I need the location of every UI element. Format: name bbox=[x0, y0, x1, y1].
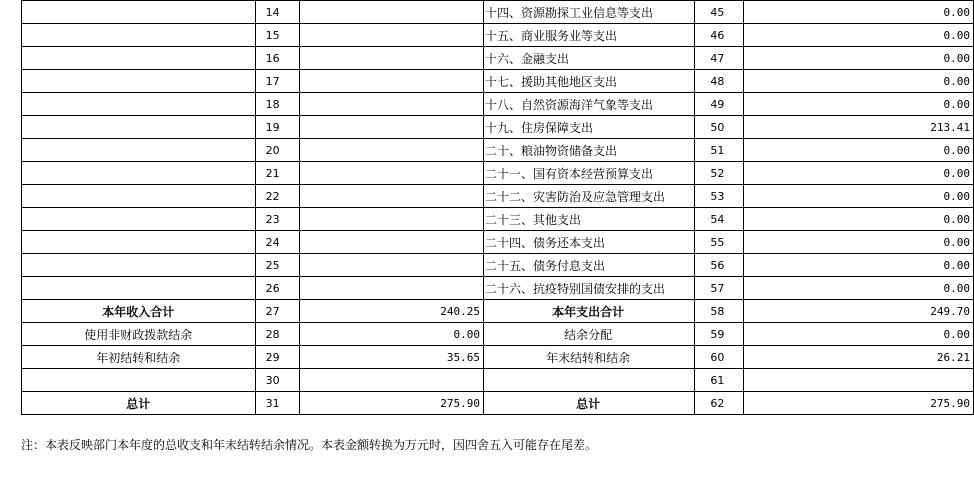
right-item-label: 二十一、国有资本经营预算支出 bbox=[484, 162, 695, 185]
right-amount: 0.00 bbox=[744, 47, 974, 70]
right-row-number: 60 bbox=[695, 346, 744, 369]
table-row bbox=[22, 369, 974, 392]
left-row-number: 19 bbox=[255, 116, 299, 139]
right-row-number: 61 bbox=[695, 369, 744, 392]
left-row-number: 30 bbox=[255, 369, 299, 392]
right-amount: 0.00 bbox=[744, 139, 974, 162]
left-amount bbox=[299, 162, 483, 185]
income-expense-table bbox=[21, 0, 974, 415]
right-amount: 275.90 bbox=[744, 392, 974, 415]
right-item-label: 十七、援助其他地区支出 bbox=[484, 70, 695, 93]
right-amount: 0.00 bbox=[744, 254, 974, 277]
table-row bbox=[22, 47, 974, 70]
left-amount bbox=[299, 116, 483, 139]
left-item-label: 使用非财政拨款结余 bbox=[22, 323, 256, 346]
right-amount: 0.00 bbox=[744, 24, 974, 47]
table-row bbox=[22, 185, 974, 208]
left-row-number: 28 bbox=[255, 323, 299, 346]
right-amount: 213.41 bbox=[744, 116, 974, 139]
table-row bbox=[22, 392, 974, 415]
right-item-label: 二十六、抗疫特别国债安排的支出 bbox=[484, 277, 695, 300]
left-amount bbox=[299, 277, 483, 300]
right-amount: 0.00 bbox=[744, 277, 974, 300]
left-amount: 240.25 bbox=[299, 300, 483, 323]
right-item-label: 二十二、灾害防治及应急管理支出 bbox=[484, 185, 695, 208]
table-row bbox=[22, 70, 974, 93]
left-item-label bbox=[22, 369, 256, 392]
table-row bbox=[22, 346, 974, 369]
left-item-label bbox=[22, 70, 256, 93]
right-amount: 26.21 bbox=[744, 346, 974, 369]
right-row-number: 49 bbox=[695, 93, 744, 116]
right-item-label: 年末结转和结余 bbox=[484, 346, 695, 369]
right-row-number: 50 bbox=[695, 116, 744, 139]
right-row-number: 58 bbox=[695, 300, 744, 323]
table-footnote: 注：本表反映部门本年度的总收支和年末结转结余情况。本表金额转换为万元时，因四舍五入可能存在尾差。 bbox=[21, 438, 598, 452]
left-row-number: 16 bbox=[255, 47, 299, 70]
left-item-label bbox=[22, 24, 256, 47]
right-item-label: 二十四、债务还本支出 bbox=[484, 231, 695, 254]
left-row-number: 15 bbox=[255, 24, 299, 47]
right-amount: 0.00 bbox=[744, 1, 974, 24]
left-amount bbox=[299, 231, 483, 254]
right-row-number: 51 bbox=[695, 139, 744, 162]
right-row-number: 45 bbox=[695, 1, 744, 24]
right-row-number: 54 bbox=[695, 208, 744, 231]
left-amount bbox=[299, 1, 483, 24]
table-row bbox=[22, 139, 974, 162]
left-item-label bbox=[22, 185, 256, 208]
left-amount bbox=[299, 185, 483, 208]
left-item-label bbox=[22, 208, 256, 231]
right-amount: 0.00 bbox=[744, 93, 974, 116]
right-item-label bbox=[484, 369, 695, 392]
right-row-number: 57 bbox=[695, 277, 744, 300]
right-amount: 0.00 bbox=[744, 231, 974, 254]
right-row-number: 53 bbox=[695, 185, 744, 208]
right-item-label: 结余分配 bbox=[484, 323, 695, 346]
right-item-label: 本年支出合计 bbox=[484, 300, 695, 323]
left-item-label bbox=[22, 1, 256, 24]
left-amount: 0.00 bbox=[299, 323, 483, 346]
left-item-label bbox=[22, 277, 256, 300]
left-row-number: 18 bbox=[255, 93, 299, 116]
table-row bbox=[22, 323, 974, 346]
left-row-number: 14 bbox=[255, 1, 299, 24]
right-amount: 0.00 bbox=[744, 162, 974, 185]
left-item-label bbox=[22, 231, 256, 254]
left-item-label: 本年收入合计 bbox=[22, 300, 256, 323]
table-row bbox=[22, 93, 974, 116]
left-item-label bbox=[22, 116, 256, 139]
right-item-label: 总计 bbox=[484, 392, 695, 415]
right-row-number: 55 bbox=[695, 231, 744, 254]
right-item-label: 十九、住房保障支出 bbox=[484, 116, 695, 139]
right-amount: 0.00 bbox=[744, 208, 974, 231]
left-item-label bbox=[22, 162, 256, 185]
right-item-label: 十五、商业服务业等支出 bbox=[484, 24, 695, 47]
right-amount bbox=[744, 369, 974, 392]
right-row-number: 56 bbox=[695, 254, 744, 277]
left-amount bbox=[299, 139, 483, 162]
left-row-number: 31 bbox=[255, 392, 299, 415]
right-row-number: 62 bbox=[695, 392, 744, 415]
table-row bbox=[22, 231, 974, 254]
right-item-label: 二十、粮油物资储备支出 bbox=[484, 139, 695, 162]
left-row-number: 26 bbox=[255, 277, 299, 300]
right-row-number: 46 bbox=[695, 24, 744, 47]
right-amount: 0.00 bbox=[744, 323, 974, 346]
left-row-number: 23 bbox=[255, 208, 299, 231]
right-item-label: 二十五、债务付息支出 bbox=[484, 254, 695, 277]
left-row-number: 25 bbox=[255, 254, 299, 277]
left-row-number: 17 bbox=[255, 70, 299, 93]
left-amount bbox=[299, 70, 483, 93]
left-row-number: 27 bbox=[255, 300, 299, 323]
table-row bbox=[22, 208, 974, 231]
left-row-number: 22 bbox=[255, 185, 299, 208]
right-row-number: 59 bbox=[695, 323, 744, 346]
left-item-label: 总计 bbox=[22, 392, 256, 415]
left-amount bbox=[299, 208, 483, 231]
right-row-number: 48 bbox=[695, 70, 744, 93]
table-body bbox=[22, 1, 974, 415]
right-row-number: 47 bbox=[695, 47, 744, 70]
right-amount: 0.00 bbox=[744, 185, 974, 208]
left-amount bbox=[299, 254, 483, 277]
right-item-label: 十八、自然资源海洋气象等支出 bbox=[484, 93, 695, 116]
left-row-number: 29 bbox=[255, 346, 299, 369]
table-row bbox=[22, 116, 974, 139]
left-row-number: 24 bbox=[255, 231, 299, 254]
left-amount bbox=[299, 93, 483, 116]
right-item-label: 二十三、其他支出 bbox=[484, 208, 695, 231]
right-item-label: 十六、金融支出 bbox=[484, 47, 695, 70]
table-row bbox=[22, 162, 974, 185]
right-amount: 249.70 bbox=[744, 300, 974, 323]
left-item-label bbox=[22, 93, 256, 116]
table-row bbox=[22, 24, 974, 47]
left-item-label bbox=[22, 139, 256, 162]
table-row bbox=[22, 1, 974, 24]
right-item-label: 十四、资源勘探工业信息等支出 bbox=[484, 1, 695, 24]
table-row bbox=[22, 300, 974, 323]
left-row-number: 20 bbox=[255, 139, 299, 162]
table-row bbox=[22, 254, 974, 277]
right-row-number: 52 bbox=[695, 162, 744, 185]
left-row-number: 21 bbox=[255, 162, 299, 185]
left-item-label bbox=[22, 47, 256, 70]
left-item-label: 年初结转和结余 bbox=[22, 346, 256, 369]
left-item-label bbox=[22, 254, 256, 277]
left-amount: 275.90 bbox=[299, 392, 483, 415]
left-amount bbox=[299, 369, 483, 392]
left-amount bbox=[299, 24, 483, 47]
left-amount bbox=[299, 47, 483, 70]
left-amount: 35.65 bbox=[299, 346, 483, 369]
right-amount: 0.00 bbox=[744, 70, 974, 93]
table-row bbox=[22, 277, 974, 300]
